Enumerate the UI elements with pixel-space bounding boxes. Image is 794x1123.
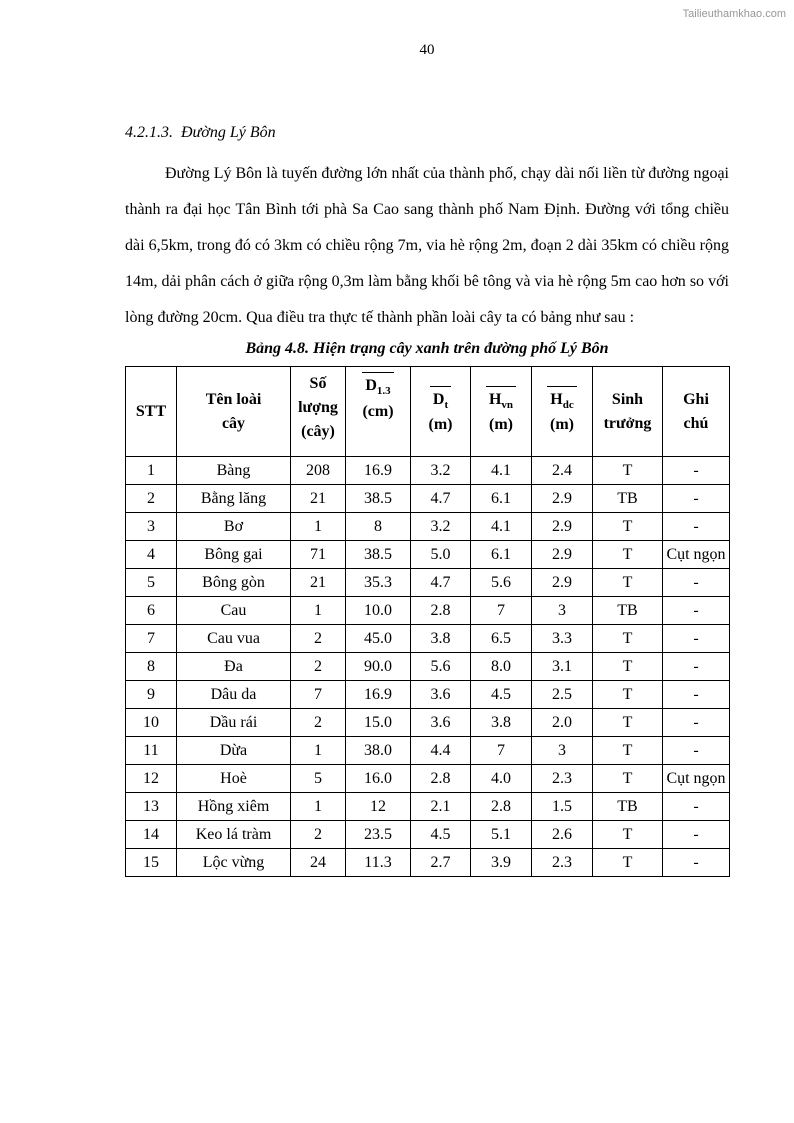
table-cell-d13: 38.5 (346, 541, 411, 569)
column-header-d13: $D_{1.3}$ (cm) (346, 367, 411, 457)
table-cell-so-luong: 1 (291, 793, 346, 821)
table-cell-d13: 38.0 (346, 737, 411, 765)
table-cell-dt: 2.8 (411, 765, 471, 793)
table-cell-stt: 15 (126, 849, 177, 877)
table-cell-ghi-chu: - (663, 513, 730, 541)
table-cell-sinh-truong: T (593, 513, 663, 541)
table-cell-sinh-truong: T (593, 457, 663, 485)
table-cell-so-luong: 5 (291, 765, 346, 793)
table-cell-ghi-chu: - (663, 681, 730, 709)
table-cell-d13: 11.3 (346, 849, 411, 877)
table-cell-d13: 16.9 (346, 681, 411, 709)
table-cell-hvn: 5.1 (471, 821, 532, 849)
table-row (126, 625, 730, 653)
table-cell-hdc: 2.9 (532, 513, 593, 541)
table-cell-hvn: 4.0 (471, 765, 532, 793)
table-cell-sinh-truong: T (593, 625, 663, 653)
table-cell-dt: 5.6 (411, 653, 471, 681)
table-header-row (126, 367, 730, 457)
table-cell-ghi-chu: - (663, 737, 730, 765)
table-cell-hdc: 3 (532, 597, 593, 625)
table-cell-hdc: 2.6 (532, 821, 593, 849)
table-cell-ghi-chu: - (663, 709, 730, 737)
table-cell-hvn: 4.1 (471, 513, 532, 541)
table-cell-ghi-chu: - (663, 849, 730, 877)
column-header-ten-loai-cay: Tên loài cây (177, 367, 291, 457)
table-cell-ghi-chu: - (663, 569, 730, 597)
table-cell-ghi-chu: - (663, 457, 730, 485)
page-content (125, 124, 729, 877)
table-cell-ghi-chu: - (663, 597, 730, 625)
table-cell-so-luong: 1 (291, 513, 346, 541)
table-cell-dt: 2.1 (411, 793, 471, 821)
table-cell-stt: 11 (126, 737, 177, 765)
table-row (126, 681, 730, 709)
table-cell-sinh-truong: T (593, 849, 663, 877)
table-cell-hdc: 2.9 (532, 541, 593, 569)
table-row (126, 765, 730, 793)
table-cell-sinh-truong: TB (593, 485, 663, 513)
table-cell-so-luong: 2 (291, 821, 346, 849)
table-cell-dt: 2.8 (411, 597, 471, 625)
table-cell-ten-loai-cay: Dâu da (177, 681, 291, 709)
table-cell-hvn: 4.1 (471, 457, 532, 485)
table-cell-hvn: 2.8 (471, 793, 532, 821)
table-cell-hvn: 6.5 (471, 625, 532, 653)
table-cell-so-luong: 2 (291, 653, 346, 681)
table-cell-d13: 10.0 (346, 597, 411, 625)
table-cell-sinh-truong: T (593, 765, 663, 793)
table-cell-d13: 12 (346, 793, 411, 821)
column-header-ghi-chu: Ghi chú (663, 367, 730, 457)
table-cell-d13: 23.5 (346, 821, 411, 849)
table-cell-hdc: 1.5 (532, 793, 593, 821)
watermark: Tailieuthamkhao.com (682, 8, 786, 20)
mean-symbol-d13: $D_{1.3}$ (362, 372, 393, 400)
table-cell-stt: 2 (126, 485, 177, 513)
table-cell-hvn: 5.6 (471, 569, 532, 597)
table-cell-hdc: 3.1 (532, 653, 593, 681)
table-cell-dt: 4.4 (411, 737, 471, 765)
tree-survey-table (125, 366, 730, 877)
table-cell-ten-loai-cay: Bằng lăng (177, 485, 291, 513)
table-row (126, 737, 730, 765)
table-cell-so-luong: 24 (291, 849, 346, 877)
table-cell-sinh-truong: T (593, 709, 663, 737)
table-cell-sinh-truong: T (593, 681, 663, 709)
table-cell-sinh-truong: T (593, 569, 663, 597)
table-cell-hdc: 2.0 (532, 709, 593, 737)
table-cell-dt: 3.6 (411, 681, 471, 709)
table-row (126, 793, 730, 821)
table-cell-ghi-chu: - (663, 821, 730, 849)
table-cell-ghi-chu: Cụt ngọn (663, 541, 730, 569)
table-cell-dt: 3.8 (411, 625, 471, 653)
table-cell-so-luong: 2 (291, 709, 346, 737)
table-cell-so-luong: 7 (291, 681, 346, 709)
table-row (126, 821, 730, 849)
column-header-stt: STT (126, 367, 177, 457)
table-cell-ten-loai-cay: Cau (177, 597, 291, 625)
column-header-so-luong: Số lượng (cây) (291, 367, 346, 457)
table-cell-stt: 9 (126, 681, 177, 709)
table-cell-sinh-truong: T (593, 821, 663, 849)
table-cell-hvn: 6.1 (471, 541, 532, 569)
table-cell-hdc: 2.3 (532, 765, 593, 793)
table-cell-d13: 16.0 (346, 765, 411, 793)
table-cell-d13: 45.0 (346, 625, 411, 653)
mean-symbol-hvn: $H_{vn}$ (486, 386, 516, 414)
table-cell-sinh-truong: T (593, 737, 663, 765)
table-cell-ten-loai-cay: Bơ (177, 513, 291, 541)
table-row (126, 485, 730, 513)
table-cell-ghi-chu: - (663, 653, 730, 681)
table-cell-stt: 4 (126, 541, 177, 569)
table-cell-ghi-chu: - (663, 485, 730, 513)
table-cell-ten-loai-cay: Hồng xiêm (177, 793, 291, 821)
table-cell-ten-loai-cay: Hoè (177, 765, 291, 793)
table-cell-so-luong: 21 (291, 569, 346, 597)
column-header-hdc: $H_{dc}$ (m) (532, 367, 593, 457)
table-cell-ten-loai-cay: Bàng (177, 457, 291, 485)
table-cell-stt: 10 (126, 709, 177, 737)
table-cell-hdc: 2.4 (532, 457, 593, 485)
column-header-dt: $D_t$ (m) (411, 367, 471, 457)
table-cell-stt: 5 (126, 569, 177, 597)
table-cell-so-luong: 1 (291, 737, 346, 765)
table-cell-hvn: 4.5 (471, 681, 532, 709)
table-cell-dt: 3.6 (411, 709, 471, 737)
table-cell-hvn: 3.9 (471, 849, 532, 877)
table-cell-ten-loai-cay: Lộc vừng (177, 849, 291, 877)
table-cell-d13: 15.0 (346, 709, 411, 737)
table-row (126, 541, 730, 569)
table-body (126, 457, 730, 877)
table-cell-ghi-chu: - (663, 793, 730, 821)
table-cell-sinh-truong: T (593, 653, 663, 681)
table-cell-d13: 35.3 (346, 569, 411, 597)
table-cell-hdc: 2.3 (532, 849, 593, 877)
table-row (126, 569, 730, 597)
section-paragraph: Đường Lý Bôn là tuyến đường lớn nhất của thành phố, chạy dài nối liền từ đường ngoại thành ra đại học Tân Bình tới phà Sa Cao sang thành phố Nam Định. Đường với tổng chiều dài 6,5km, trong đó có 3km có chiều rộng 7m, via hè rộng 2m, đoạn 2 dài 35km có chiều rộng 14m, dải phân cách ở giữa rộng 0,3m làm bằng khối bê tông và via hè rộng 5m cao hơn so với lòng đường 20cm. Qua điều tra thực tế thành phần loài cây ta có bảng như sau : (125, 165, 729, 326)
table-cell-dt: 4.5 (411, 821, 471, 849)
table-cell-stt: 3 (126, 513, 177, 541)
table-cell-dt: 4.7 (411, 485, 471, 513)
table-cell-sinh-truong: TB (593, 597, 663, 625)
table-cell-stt: 12 (126, 765, 177, 793)
table-cell-dt: 4.7 (411, 569, 471, 597)
table-cell-d13: 8 (346, 513, 411, 541)
table-cell-hvn: 7 (471, 597, 532, 625)
table-row (126, 849, 730, 877)
section-heading: 4.2.1.3. Đường Lý Bôn (125, 124, 276, 141)
table-cell-dt: 2.7 (411, 849, 471, 877)
table-cell-so-luong: 21 (291, 485, 346, 513)
table-cell-hdc: 3 (532, 737, 593, 765)
table-cell-stt: 7 (126, 625, 177, 653)
table-cell-stt: 14 (126, 821, 177, 849)
table-cell-hdc: 2.5 (532, 681, 593, 709)
table-cell-dt: 5.0 (411, 541, 471, 569)
table-cell-hdc: 3.3 (532, 625, 593, 653)
table-cell-ten-loai-cay: Bông gòn (177, 569, 291, 597)
table-cell-sinh-truong: TB (593, 793, 663, 821)
table-cell-ghi-chu: - (663, 625, 730, 653)
table-cell-sinh-truong: T (593, 541, 663, 569)
table-cell-hvn: 3.8 (471, 709, 532, 737)
table-cell-dt: 3.2 (411, 457, 471, 485)
mean-symbol-dt: $D_t$ (430, 386, 451, 414)
table-cell-so-luong: 1 (291, 597, 346, 625)
table-cell-so-luong: 2 (291, 625, 346, 653)
table-row (126, 709, 730, 737)
table-cell-ten-loai-cay: Cau vua (177, 625, 291, 653)
table-cell-stt: 13 (126, 793, 177, 821)
table-cell-stt: 1 (126, 457, 177, 485)
table-cell-ten-loai-cay: Keo lá tràm (177, 821, 291, 849)
table-row (126, 513, 730, 541)
column-header-hvn: $H_{vn}$ (m) (471, 367, 532, 457)
table-cell-ten-loai-cay: Dừa (177, 737, 291, 765)
table-cell-stt: 8 (126, 653, 177, 681)
table-cell-so-luong: 208 (291, 457, 346, 485)
table-cell-hvn: 8.0 (471, 653, 532, 681)
table-row (126, 597, 730, 625)
table-row (126, 653, 730, 681)
table-cell-ten-loai-cay: Đa (177, 653, 291, 681)
table-row (126, 457, 730, 485)
table-cell-ten-loai-cay: Dầu rái (177, 709, 291, 737)
table-cell-ghi-chu: Cụt ngọn (663, 765, 730, 793)
table-caption: Bảng 4.8. Hiện trạng cây xanh trên đường phố Lý Bôn (245, 340, 609, 357)
page-number: 40 (419, 42, 435, 58)
table-cell-ten-loai-cay: Bông gai (177, 541, 291, 569)
table-cell-d13: 90.0 (346, 653, 411, 681)
table-cell-hvn: 6.1 (471, 485, 532, 513)
table-cell-hdc: 2.9 (532, 485, 593, 513)
table-cell-so-luong: 71 (291, 541, 346, 569)
table-cell-dt: 3.2 (411, 513, 471, 541)
table-cell-d13: 38.5 (346, 485, 411, 513)
table-cell-hdc: 2.9 (532, 569, 593, 597)
column-header-sinh-truong: Sinh trưởng (593, 367, 663, 457)
table-cell-hvn: 7 (471, 737, 532, 765)
mean-symbol-hdc: $H_{dc}$ (547, 386, 576, 414)
table-cell-d13: 16.9 (346, 457, 411, 485)
table-cell-stt: 6 (126, 597, 177, 625)
